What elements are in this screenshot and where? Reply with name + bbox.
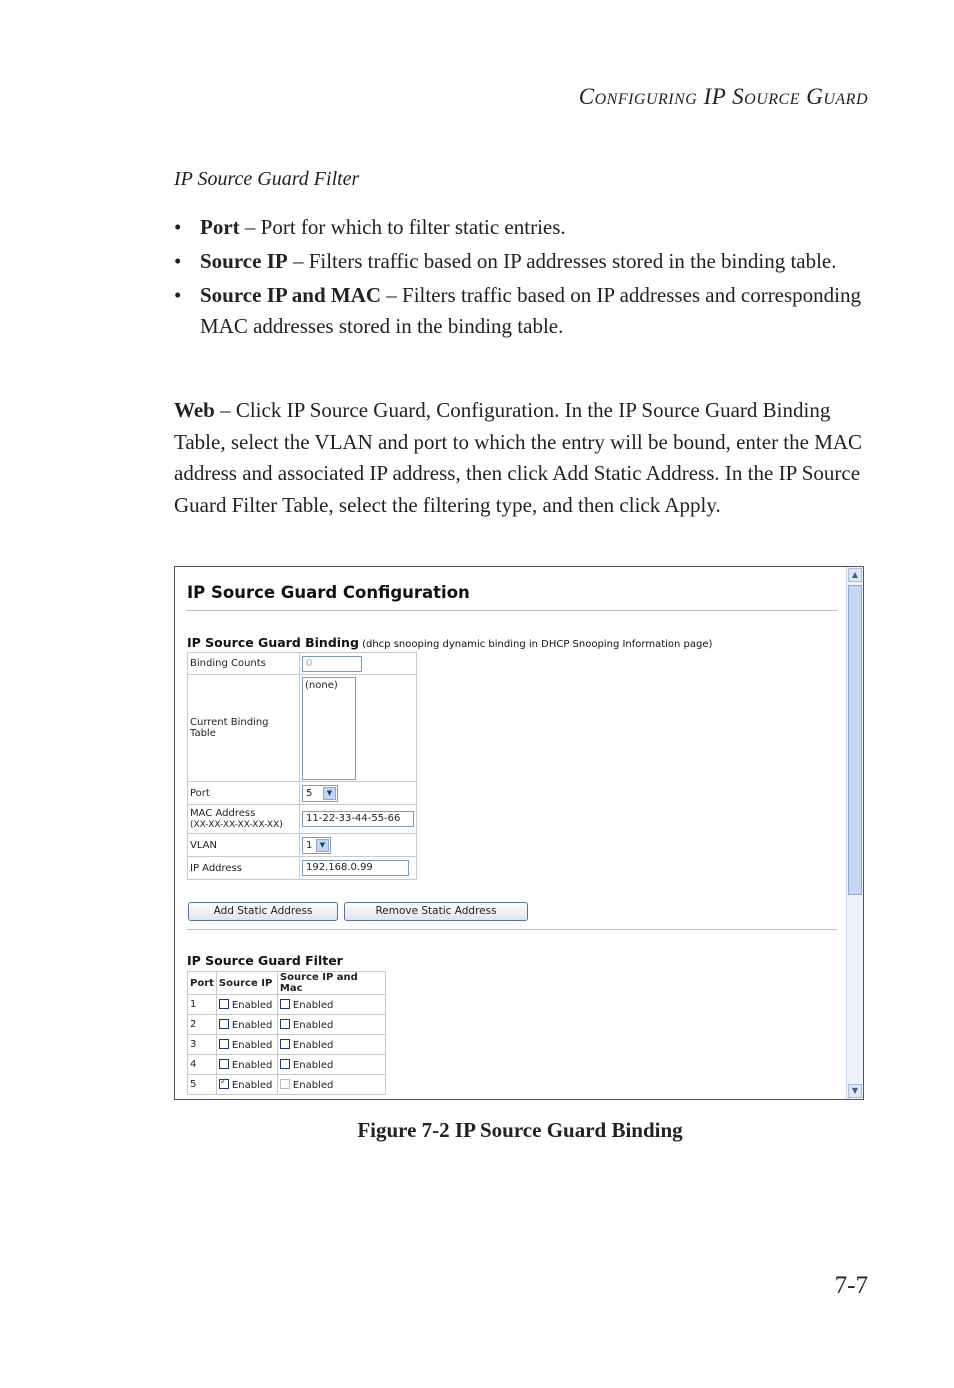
vlan-value: 1 — [306, 839, 313, 851]
scroll-thumb[interactable] — [848, 585, 862, 895]
filter-header-source-ip-mac: Source IP and Mac — [278, 972, 385, 994]
chevron-down-icon: ▼ — [323, 787, 336, 800]
vertical-scrollbar[interactable] — [846, 567, 863, 1099]
source-ip-mac-checkbox[interactable] — [280, 999, 290, 1009]
filter-table — [187, 971, 386, 1095]
running-head: Configuring IP Source Guard — [578, 84, 868, 109]
option-list — [174, 212, 864, 345]
source-ip-mac-cell — [278, 995, 385, 1014]
page-number: 7-7 — [834, 1272, 868, 1299]
ip-address-label: IP Address — [188, 857, 299, 879]
bullet-term: Source IP and MAC — [200, 283, 382, 307]
enabled-label: Enabled — [292, 1079, 334, 1091]
enabled-label: Enabled — [292, 999, 334, 1011]
filter-port: 3 — [188, 1035, 216, 1054]
filter-header-port: Port — [188, 972, 216, 994]
enabled-label: Enabled — [231, 999, 273, 1011]
web-term: Web — [174, 398, 215, 422]
source-ip-cell — [217, 1055, 277, 1074]
table-row — [188, 1015, 385, 1034]
source-ip-cell — [217, 1035, 277, 1054]
current-binding-listbox[interactable]: (none) — [302, 677, 356, 780]
filter-header-source-ip: Source IP — [217, 972, 277, 994]
source-ip-mac-checkbox[interactable] — [280, 1039, 290, 1049]
mac-format-hint: (XX-XX-XX-XX-XX-XX) — [190, 819, 283, 830]
source-ip-mac-cell — [278, 1035, 385, 1054]
divider — [187, 610, 837, 611]
binding-section-title — [187, 635, 712, 650]
source-ip-mac-cell — [278, 1015, 385, 1034]
mac-address-input[interactable]: 11-22-33-44-55-66 — [302, 811, 414, 827]
ip-address-input[interactable]: 192.168.0.99 — [302, 860, 409, 876]
binding-title-text: IP Source Guard Binding — [187, 635, 359, 650]
bullet-term: Port — [200, 215, 240, 239]
vlan-select[interactable] — [302, 837, 331, 854]
current-binding-table-label: Current Binding Table — [188, 675, 299, 781]
section-subheading: IP Source Guard Filter — [174, 168, 360, 190]
binding-table — [187, 652, 417, 880]
filter-port: 4 — [188, 1055, 216, 1074]
filter-port: 1 — [188, 995, 216, 1014]
vlan-label: VLAN — [188, 834, 299, 856]
port-select[interactable] — [302, 785, 338, 802]
table-row — [188, 995, 385, 1014]
source-ip-mac-checkbox[interactable] — [280, 1079, 290, 1089]
bullet-text: – Filters traffic based on IP addresses and corresponding MAC addresses stored in the binding table. — [200, 283, 862, 338]
mac-address-label: MAC Address — [190, 807, 256, 819]
filter-port: 2 — [188, 1015, 216, 1034]
mac-address-label-cell — [188, 805, 299, 833]
list-item — [174, 246, 864, 277]
source-ip-checkbox[interactable] — [219, 1039, 229, 1049]
source-ip-mac-checkbox[interactable] — [280, 1059, 290, 1069]
web-text: – Click IP Source Guard, Configuration. In the IP Source Guard Binding Table, select the VLAN and port to which the entry will be bound, enter the MAC address and associated IP address, then click Add Static Address. In the IP Source Guard Filter Table, select the filtering type, and then click Apply. — [174, 398, 863, 517]
web-instructions — [174, 395, 866, 521]
port-label: Port — [188, 782, 299, 804]
source-ip-checkbox[interactable] — [219, 1059, 229, 1069]
source-ip-mac-cell — [278, 1075, 385, 1094]
enabled-label: Enabled — [292, 1019, 334, 1031]
divider — [187, 929, 837, 930]
source-ip-checkbox[interactable] — [219, 999, 229, 1009]
source-ip-checkbox[interactable] — [219, 1079, 229, 1089]
enabled-label: Enabled — [231, 1059, 273, 1071]
scroll-down-icon[interactable]: ▼ — [848, 1084, 862, 1098]
scroll-up-icon[interactable]: ▲ — [848, 568, 862, 582]
bullet-text: – Port for which to filter static entries. — [239, 215, 566, 239]
table-row — [188, 1035, 385, 1054]
bullet-term: Source IP — [200, 249, 288, 273]
enabled-label: Enabled — [231, 1039, 273, 1051]
enabled-label: Enabled — [292, 1039, 334, 1051]
source-ip-cell — [217, 1015, 277, 1034]
enabled-label: Enabled — [231, 1019, 273, 1031]
remove-static-address-button[interactable]: Remove Static Address — [344, 902, 528, 921]
table-row — [188, 1055, 385, 1074]
source-ip-mac-checkbox[interactable] — [280, 1019, 290, 1029]
bullet-text: – Filters traffic based on IP addresses stored in the binding table. — [287, 249, 837, 273]
chevron-down-icon: ▼ — [316, 839, 329, 852]
filter-port: 5 — [188, 1075, 216, 1094]
list-item — [174, 280, 864, 342]
figure-caption: Figure 7-2 IP Source Guard Binding — [357, 1118, 683, 1142]
enabled-label: Enabled — [231, 1079, 273, 1091]
binding-counts-field[interactable]: 0 — [302, 656, 362, 672]
binding-counts-label: Binding Counts — [188, 653, 299, 674]
port-value: 5 — [306, 787, 313, 799]
ip-source-guard-screenshot — [174, 566, 864, 1100]
source-ip-mac-cell — [278, 1055, 385, 1074]
add-static-address-button[interactable]: Add Static Address — [188, 902, 338, 921]
table-row — [188, 1075, 385, 1094]
filter-section-title: IP Source Guard Filter — [187, 953, 343, 968]
binding-note: (dhcp snooping dynamic binding in DHCP Snooping Information page) — [358, 639, 713, 650]
source-ip-cell — [217, 1075, 277, 1094]
config-title: IP Source Guard Configuration — [187, 583, 470, 602]
list-item — [174, 212, 864, 243]
source-ip-cell — [217, 995, 277, 1014]
source-ip-checkbox[interactable] — [219, 1019, 229, 1029]
enabled-label: Enabled — [292, 1059, 334, 1071]
